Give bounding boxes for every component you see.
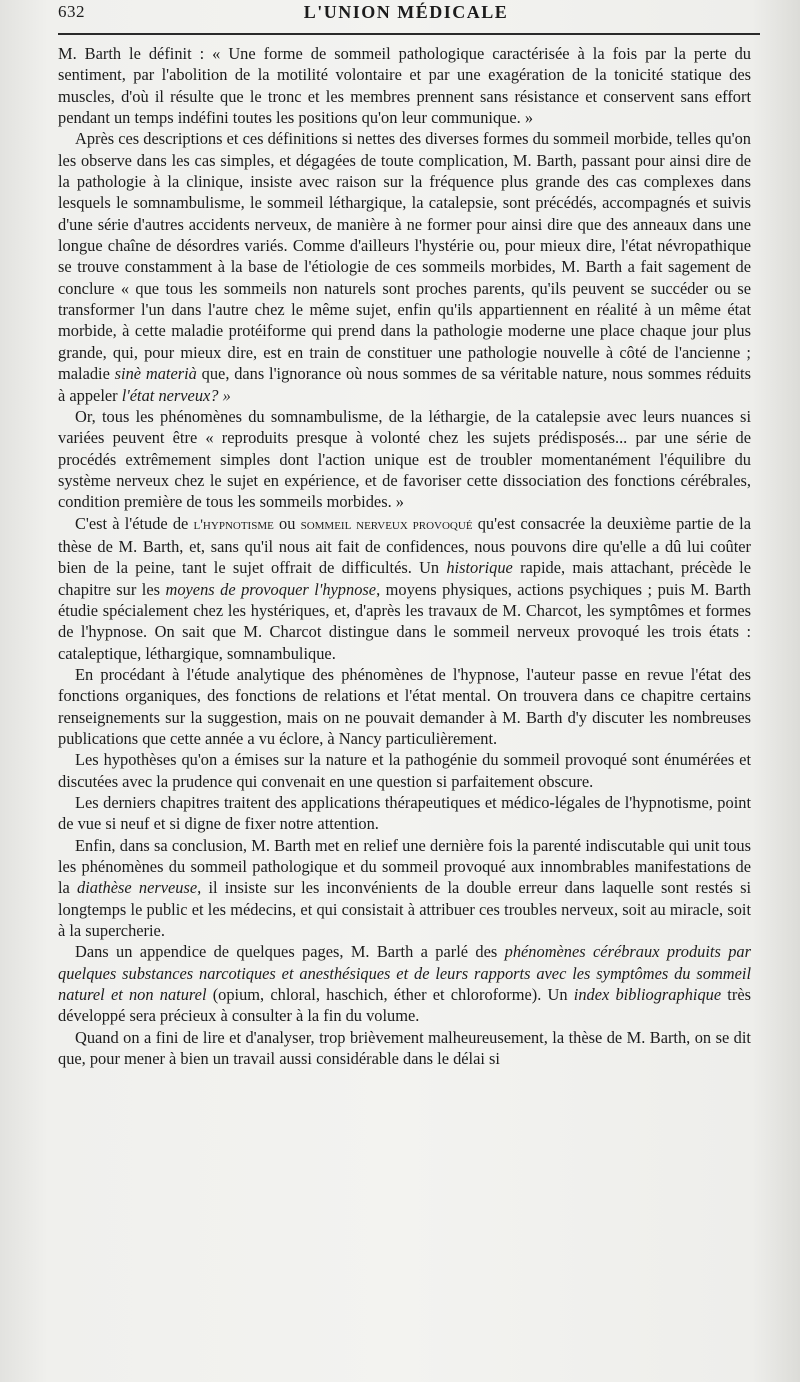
paragraph-text: que, dans l'ignorance où nous sommes de sa véritable nature, nous sommes réduits à appeler (58, 364, 751, 405)
paragraph-3 (58, 406, 751, 513)
paragraph-text: , moyens physiques, actions psychiques ; puis M. Barth étudie spécialement chez les hystériques, et, d'après les travaux de M. Charcot, les symptômes et formes de l'hypnose. On sait que M. Charcot distingue dans le sommeil nerveux provoqué les trois états : cataleptique, léthargique, somnambulique. (58, 579, 751, 663)
paragraph-8 (58, 835, 751, 942)
italic-text: phénomènes cérébraux produits par quelques substances narcotiques et anesthésiques et de leurs rapports avec les symptômes du sommeil naturel et non naturel (58, 942, 751, 1005)
italic-text: moyens de provoquer l'hypnose (165, 579, 377, 599)
paragraph-10 (58, 1027, 751, 1070)
paragraph-text: Or, tous les phénomènes du somnambulisme, de la léthargie, de la catalepsie avec leurs nuances si variées peuvent être « reproduits presque à volonté chez les sujets prédisposés... par une série de procédés extrêmement simples dont l'action unique est de troubler momentanément l'équilibre du système nerveux chez le sujet en expérience, et de favoriser cette dissociation des fonctions cérébrales, condition première de tous les sommeils morbides. » (58, 406, 751, 512)
paragraph-text: M. Barth le définit : « Une forme de sommeil pathologique caractérisée à la fois par la perte du sentiment, par l'abolition de la motilité volontaire et par une exagération de la tonicité statique des muscles, d'où il résulte que le tronc et les membres prennent sans résistance et conservent sans effort pendant un temps indéfini toutes les positions qu'on leur communique. » (58, 44, 751, 128)
paragraph-5 (58, 664, 751, 749)
paragraph-7 (58, 792, 751, 835)
paragraph-text: ou (273, 513, 301, 533)
paragraph-text: (opium, chloral, haschich, éther et chloroforme). Un (206, 985, 574, 1005)
small-caps-text: l'hypnotisme (193, 516, 274, 533)
page-header (58, 2, 754, 28)
paragraph-text: Enfin, dans sa conclusion, M. Barth met en relief une dernière fois la parenté indiscutable qui unit tous les phénomènes du sommeil pathologique et du sommeil provoqué aux innombrables manifestations de la (58, 835, 751, 898)
paragraph-text: , il insiste sur les inconvénients de la double erreur dans laquelle sont restés si longtemps le public et les médecins, et qui consistait à attribuer ces troubles nerveux, soit au miracle, soit à la supercherie. (58, 878, 752, 941)
paragraph-text: Dans un appendice de quelques pages, M. Barth a parlé des (75, 942, 505, 962)
italic-text: historique (446, 558, 513, 578)
paragraph-text: En procédant à l'étude analytique des phénomènes de l'hypnose, l'auteur passe en revue l'état des fonctions organiques, des fonctions de relations et l'état mental. On trouvera dans ce chapitre certains renseignements sur la suggestion, mais on ne pouvait demander à M. Barth d'y discuter les nombreuses publications que cette année a vu éclore, à Nancy particulièrement. (58, 664, 751, 748)
page-number: 632 (58, 2, 85, 21)
header-rule (58, 33, 760, 35)
small-caps-text: sommeil nerveux provoqué (300, 516, 473, 533)
paragraph-text: C'est à l'étude de (75, 513, 194, 533)
paragraph-text: très développé sera précieux à consulter à la fin du volume. (58, 985, 751, 1026)
paragraph-text: Quand on a fini de lire et d'analyser, trop brièvement malheureusement, la thèse de M. Barth, on se dit que, pour mener à bien un travail aussi considérable dans le délai si (58, 1027, 751, 1069)
paragraph-text: qu'est consacrée la deuxième partie de la thèse de M. Barth, et, sans qu'il nous ait fait de confidences, nous pouvons dire qu'elle a dû lui coûter bien de la peine, tant le sujet offrait de difficultés. Un (58, 513, 752, 578)
paragraph-text: rapide, mais attachant, précède le chapitre sur les (58, 558, 751, 599)
italic-text: diathèse nerveuse (77, 878, 198, 898)
paragraph-text: Après ces descriptions et ces définitions si nettes des diverses formes du sommeil morbide, telles qu'on les observe dans les cas simples, et dégagées de toute complication, M. Barth, passant pour ainsi dire de la pathologie à la clinique, insiste avec raison sur la fréquence plus grande des cas complexes dans lesquels le somnambulisme, le sommeil léthargique, la catalepsie, sont précédés, accompagnés et suivis d'une série d'autres accidents nerveux, de manière à ne former pour ainsi dire que des anneaux dans une longue chaîne de désordres variés. Comme d'ailleurs l'hystérie ou, pour mieux dire, l'état névropathique se trouve constamment à la base de l'étiologie de ces sommeils morbides, M. Barth a fait sagement de conclure « que tous les sommeils non naturels sont proches parents, qu'ils peuvent se succéder ou se transformer l'un dans l'autre chez le même sujet, enfin qu'ils appartiennent en réalité à un même état morbide, à cette maladie protéiforme qui prend dans la pathologie moderne une place chaque jour plus grande, qui, pour mieux dire, est en train de constituer une pathologie nouvelle à côté de l'ancienne ; maladie (58, 129, 751, 384)
paragraph-9 (58, 941, 751, 1026)
italic-text: sinè materià (114, 364, 197, 384)
paragraph-4 (58, 513, 751, 664)
paragraph-text: Les hypothèses qu'on a émises sur la nature et la pathogénie du sommeil provoqué sont énumérées et discutées avec la prudence qui convenait en une question si parfaitement obscure. (58, 750, 751, 791)
paragraph-text: Les derniers chapitres traitent des applications thérapeutiques et médico-légales de l'hypnotisme, point de vue si neuf et si digne de fixer notre attention. (58, 793, 751, 834)
italic-text: index bibliographique (573, 985, 722, 1005)
article-body (58, 43, 751, 1070)
paragraph-1 (58, 43, 751, 128)
paragraph-6 (58, 749, 751, 792)
paragraph-2 (58, 128, 751, 405)
running-title: L'UNION MÉDICALE (303, 2, 509, 22)
italic-text: l'état nerveux? » (121, 385, 231, 405)
